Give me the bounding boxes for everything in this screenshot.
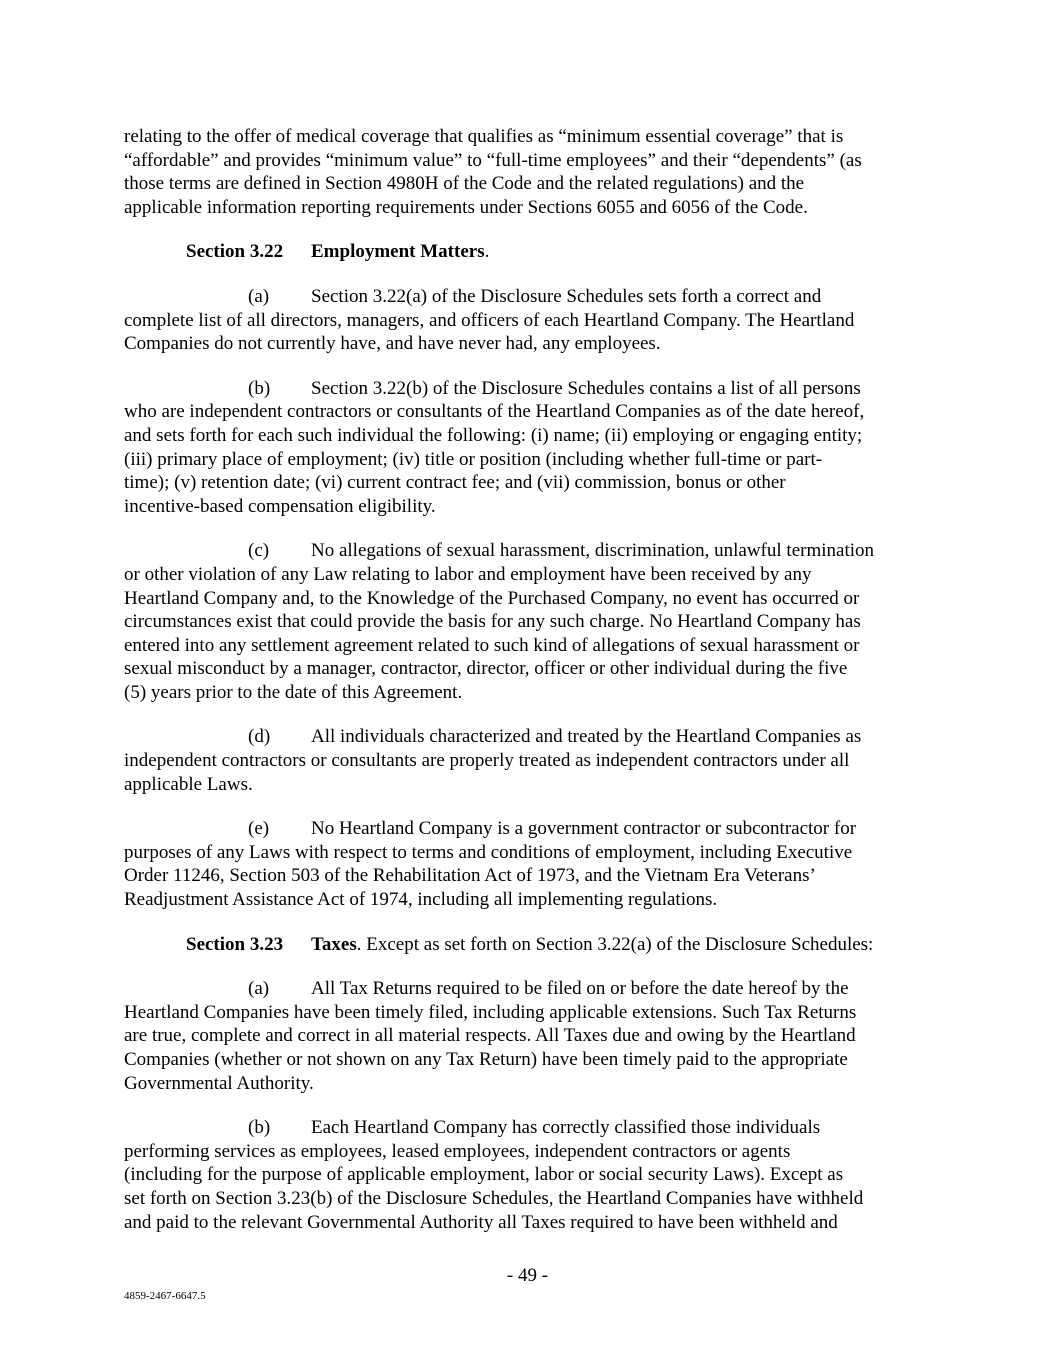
text-line: set forth on Section 3.23(b) of the Disclosure Schedules, the Heartland Companies have withheld: [124, 1187, 864, 1209]
text-line-content: All individuals characterized and treated by the Heartland Companies as: [311, 726, 862, 748]
text-line: Heartland Company and, to the Knowledge of the Purchased Company, no event has occurred or: [124, 587, 860, 609]
section-heading: [124, 933, 944, 957]
text-line: [124, 1116, 944, 1140]
text-line: those terms are defined in Section 4980H of the Code and the related regulations) and the: [124, 173, 805, 195]
paragraph: [124, 817, 944, 911]
paragraph: [124, 539, 944, 704]
section-title: Employment Matters: [311, 241, 485, 263]
paragraph-label: (e): [248, 818, 270, 840]
paragraph: [124, 977, 944, 1095]
page-number: - 49 -: [506, 1265, 549, 1286]
text-line: [124, 977, 944, 1001]
document-body: [124, 125, 944, 1255]
text-line: Companies do not currently have, and have never had, any employees.: [124, 333, 661, 355]
text-line: time); (v) retention date; (vi) current contract fee; and (vii) commission, bonus or other: [124, 472, 786, 494]
text-line-content: Each Heartland Company has correctly classified those individuals: [311, 1117, 821, 1139]
text-line: complete list of all directors, managers, and officers of each Heartland Company. The Heartland: [124, 309, 855, 331]
paragraph: [124, 725, 944, 796]
text-line: who are independent contractors or consultants of the Heartland Companies as of the date hereof,: [124, 401, 865, 423]
paragraph: [124, 377, 944, 519]
text-line: (including for the purpose of applicable employment, labor or social security Laws). Except as: [124, 1164, 844, 1186]
paragraph-label: (a): [248, 285, 270, 307]
section-heading: [124, 240, 944, 264]
text-line: [124, 377, 944, 401]
paragraph-label: (a): [248, 978, 270, 1000]
text-line: are true, complete and correct in all material respects. All Taxes due and owing by the Heartland: [124, 1025, 856, 1047]
text-line: (5) years prior to the date of this Agreement.: [124, 681, 463, 703]
text-line: [124, 725, 944, 749]
text-line: entered into any settlement agreement related to such kind of allegations of sexual harassment or: [124, 634, 860, 656]
text-line: [124, 539, 944, 563]
text-line: circumstances exist that could provide the basis for any such charge. No Heartland Company has: [124, 611, 861, 633]
text-line: Order 11246, Section 503 of the Rehabilitation Act of 1973, and the Vietnam Era Veterans’: [124, 865, 816, 887]
paragraph: [124, 285, 944, 356]
text-line: incentive-based compensation eligibility.: [124, 495, 436, 517]
text-line: (iii) primary place of employment; (iv) title or position (including whether full-time or part-: [124, 448, 823, 470]
section-number: Section 3.23: [186, 933, 284, 955]
paragraph-label: (b): [248, 1117, 271, 1139]
text-line: Companies (whether or not shown on any Tax Return) have been timely paid to the appropriate: [124, 1049, 848, 1070]
text-line: Readjustment Assistance Act of 1974, including all implementing regulations.: [124, 889, 718, 911]
text-line-content: Section 3.22(a) of the Disclosure Schedules sets forth a correct and: [311, 285, 822, 307]
text-line: performing services as employees, leased employees, independent contractors or agents: [124, 1140, 791, 1162]
section-intro: .: [484, 241, 490, 263]
text-line: and paid to the relevant Governmental Authority all Taxes required to have been withheld and: [124, 1211, 838, 1233]
section-title: Taxes: [311, 933, 357, 955]
section-number: Section 3.22: [186, 241, 284, 263]
text-line: applicable information reporting requirements under Sections 6055 and 6056 of the Code.: [124, 196, 808, 218]
text-line: and sets forth for each such individual the following: (i) name; (ii) employing or engaging entity;: [124, 424, 863, 446]
document-id: 4859-2467-6647.5: [124, 1290, 206, 1302]
text-line-content: No allegations of sexual harassment, discrimination, unlawful termination: [311, 540, 875, 562]
text-line: [124, 285, 944, 309]
paragraph: [124, 1116, 944, 1234]
text-line: Heartland Companies have been timely filed, including applicable extensions. Such Tax Returns: [124, 1001, 857, 1023]
text-line: [124, 817, 944, 841]
text-line-content: No Heartland Company is a government contractor or subcontractor for: [311, 818, 857, 840]
paragraph-label: (d): [248, 726, 271, 748]
text-line: sexual misconduct by a manager, contractor, director, officer or other individual during the five: [124, 658, 848, 680]
text-line: independent contractors or consultants are properly treated as independent contractors under all: [124, 750, 850, 772]
paragraph-label: (b): [248, 377, 271, 399]
section-intro: . Except as set forth on Section 3.22(a) of the Disclosure Schedules:: [356, 933, 874, 955]
paragraph: [124, 125, 944, 219]
text-line: applicable Laws.: [124, 773, 253, 795]
text-line-content: All Tax Returns required to be filed on or before the date hereof by the: [311, 978, 849, 1000]
text-line: or other violation of any Law relating to labor and employment have been received by any: [124, 563, 812, 585]
paragraph-label: (c): [248, 540, 270, 562]
text-line-content: Section 3.22(b) of the Disclosure Schedules contains a list of all persons: [311, 377, 861, 399]
text-line: purposes of any Laws with respect to terms and conditions of employment, including Executive: [124, 841, 853, 863]
text-line: “affordable” and provides “minimum value” to “full-time employees” and their “dependents” (as: [124, 149, 862, 171]
text-line: Governmental Authority.: [124, 1072, 314, 1094]
text-line: relating to the offer of medical coverage that qualifies as “minimum essential coverage” that is: [124, 126, 844, 147]
